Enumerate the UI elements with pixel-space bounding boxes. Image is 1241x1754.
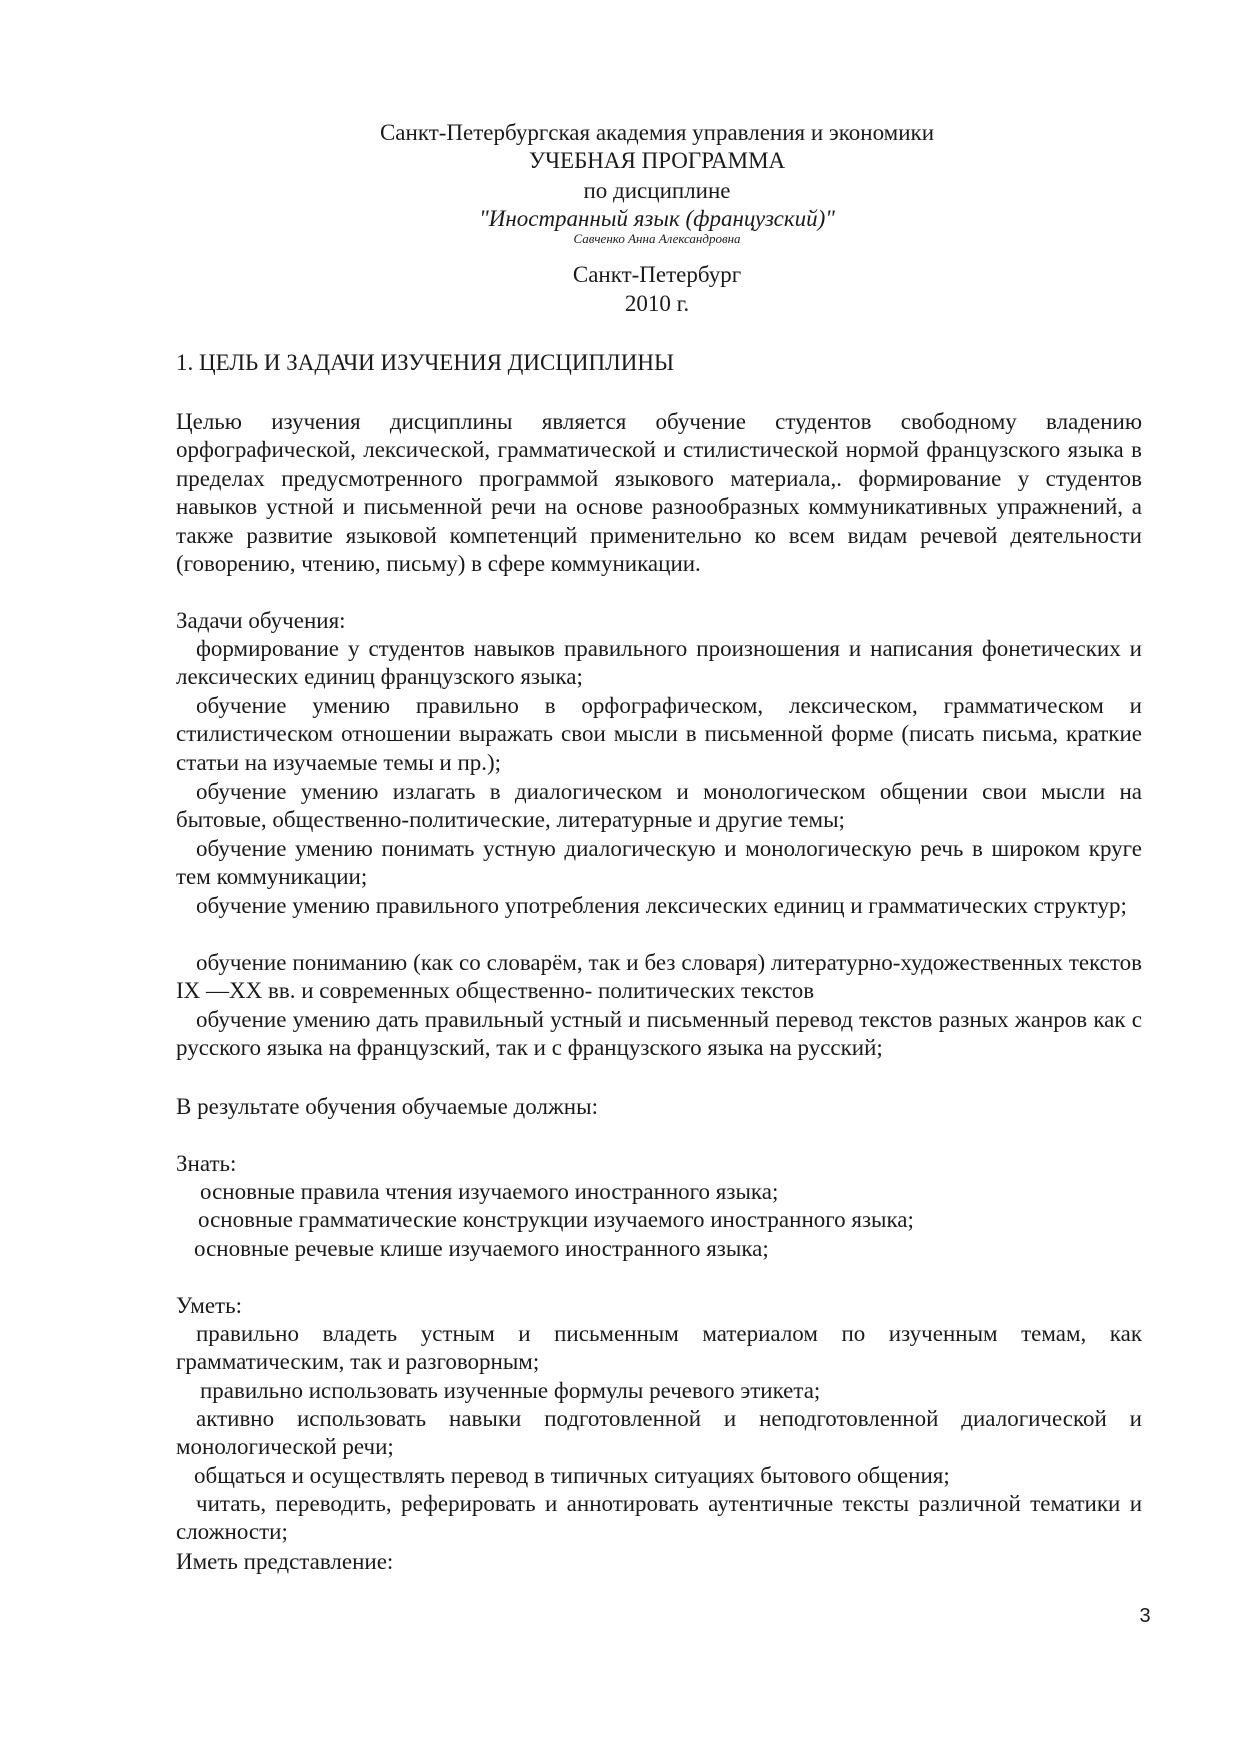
- task-item: формирование у студентов навыков правильного произношения и написания фонетических и лексических единиц французского языка;: [176, 636, 1142, 690]
- task-item: обучение умению правильного употребления лексических единиц и грамматических структур;: [196, 893, 1127, 918]
- city: Санкт-Петербург: [572, 262, 742, 287]
- skill-item: активно использовать навыки подготовленной и неподготовленной диалогической и монологической речи;: [176, 1406, 1142, 1460]
- skill-item: правильно использовать изученные формулы речевого этикета;: [200, 1378, 821, 1403]
- discipline-name: "Иностранный язык (французский)": [479, 206, 835, 231]
- author-name: Савченко Анна Александровна: [573, 231, 741, 246]
- task-item: обучение умению излагать в диалогическом и монологическом общении свои мысли на бытовые, общественно-политические, литературные и другие темы;: [176, 779, 1142, 833]
- skill-item: правильно владеть устным и письменным материалом по изученным темам, как грамматическим, так и разговорным;: [176, 1321, 1142, 1375]
- skill-item: читать, переводить, реферировать и аннотировать аутентичные тексты различной тематики и сложности;: [176, 1491, 1142, 1545]
- task-item: обучение умению правильно в орфографическом, лексическом, грамматическом и стилистическом отношении выражать свои мысли в письменной форме (писать письма, краткие статьи на изучаемые темы и пр.);: [176, 693, 1142, 775]
- skill-item: общаться и осуществлять перевод в типичных ситуациях бытового общения;: [194, 1463, 950, 1488]
- idea-heading: Иметь представление:: [176, 1549, 394, 1574]
- goal-paragraph: Целью изучения дисциплины является обучение студентов свободному владению орфографической, лексической, грамматической и стилистической нормой французского языка в пределах предусмотренного программой языкового материала,. формирование у студентов навыков устной и письменной речи на основе разнообразных коммуникативных упражнений, а также развитие языковой компетенций применительно ко всем видам речевой деятельности (говорению, чтению, письму) в сфере коммуникации.: [176, 409, 1142, 577]
- section-heading: 1. ЦЕЛЬ И ЗАДАЧИ ИЗУЧЕНИЯ ДИСЦИПЛИНЫ: [176, 350, 675, 375]
- discipline-intro: по дисциплине: [583, 178, 731, 203]
- year: 2010 г.: [624, 291, 690, 316]
- document-type: УЧЕБНАЯ ПРОГРАММА: [528, 148, 786, 173]
- results-heading: В результате обучения обучаемые должны:: [176, 1094, 598, 1119]
- know-item: основные речевые клише изучаемого иностранного языка;: [194, 1236, 769, 1261]
- know-item: основные грамматические конструкции изучаемого иностранного языка;: [198, 1207, 914, 1232]
- know-heading: Знать:: [176, 1151, 237, 1176]
- skills-heading: Уметь:: [176, 1293, 242, 1318]
- institution-name: Санкт-Петербургская академия управления и экономики: [379, 120, 935, 145]
- task-item: обучение умению дать правильный устный и письменный перевод текстов разных жанров как с русского языка на французский, так и с французского языка на русский;: [176, 1007, 1142, 1061]
- know-item: основные правила чтения изучаемого иностранного языка;: [200, 1179, 779, 1204]
- task-item: обучение умению понимать устную диалогическую и монологическую речь в широком круге тем коммуникации;: [176, 836, 1142, 890]
- task-item: обучение пониманию (как со словарём, так и без словаря) литературно-художественных текстов IX —XX вв. и современных общественно- политических текстов: [176, 950, 1142, 1004]
- tasks-heading: Задачи обучения:: [176, 608, 346, 633]
- page-number: 3: [1139, 1605, 1151, 1627]
